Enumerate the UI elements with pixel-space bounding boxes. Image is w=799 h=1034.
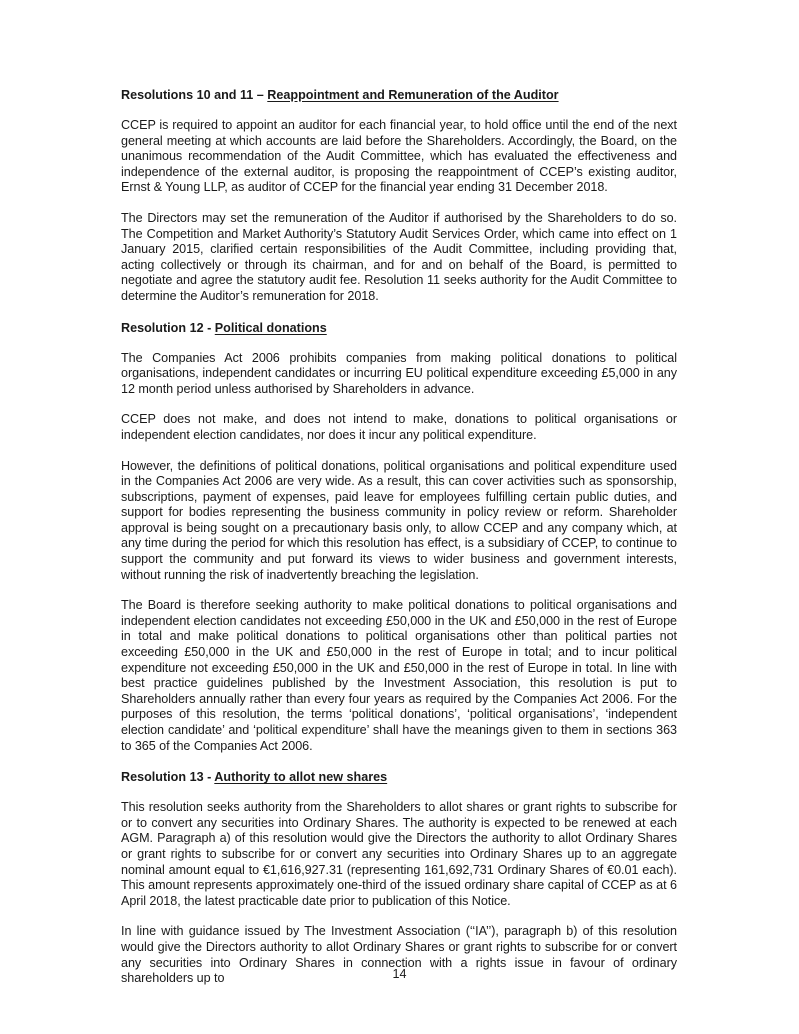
section-heading-political-donations xyxy=(121,320,677,336)
heading-prefix: Resolution 12 - xyxy=(121,320,215,335)
heading-prefix: Resolutions 10 and 11 – xyxy=(121,88,268,102)
page-number: 14 xyxy=(392,967,407,981)
paragraph: The Companies Act 2006 prohibits companies from making political donations to political organisations, independent candidates or incurring EU political expenditure exceeding £5,000 in any 12 month period unless authorised by Shareholders in advance. xyxy=(121,350,677,396)
paragraph: CCEP is required to appoint an auditor for each financial year, to hold office until the end of the next general meeting at which accounts are laid before the Shareholders. Accordingly, the Board, on the unanimous recommendation of the Audit Committee, which has evaluated the effectiveness and independence of the external auditor, is proposing the reappointment of CCEP’s existing auditor, Ernst & Young LLP, as auditor of CCEP for the financial year ending 31 December 2018. xyxy=(121,118,677,195)
paragraph: However, the definitions of political donations, political organisations and political expenditure used in the Companies Act 2006 are very wide. As a result, this can cover activities such as sponsorship, subscriptions, payment of expenses, paid leave for employees fulfilling certain public duties, and support for bodies representing the business community in policy review or reform. Shareholder approval is being sought on a precautionary basis only, to allow CCEP and any company which, at any time during the period for which this resolution has effect, is a subsidiary of CCEP, to continue to support the community and put forward its views to wider business and government interests, without running the risk of inadvertently breaching the legislation. xyxy=(121,458,677,582)
paragraph: This resolution seeks authority from the Shareholders to allot shares or grant rights to subscribe for or to convert any securities into Ordinary Shares. The authority is expected to be renewed at each AGM. Paragraph a) of this resolution would give the Directors the authority to allot Ordinary Shares or grant rights to subscribe for or convert any securities into Ordinary Shares up to an aggregate nominal amount equal to €1,616,927.31 (representing 161,692,731 Ordinary Shares of €0.01 each). This amount represents approximately one-third of the issued ordinary share capital of CCEP as at 6 April 2018, the latest practicable date prior to publication of this Notice. xyxy=(121,800,677,908)
paragraph: CCEP does not make, and does not intend to make, donations to political organisations or independent election candidates, nor does it incur any political expenditure. xyxy=(121,412,677,442)
heading-title: Reappointment and Remuneration of the Auditor xyxy=(267,88,559,102)
section-heading-auditor xyxy=(121,87,677,103)
section-political-donations xyxy=(121,320,677,755)
heading-title: Political donations xyxy=(214,320,327,335)
document-page xyxy=(121,87,677,1002)
section-auditor xyxy=(121,87,677,305)
paragraph: The Board is therefore seeking authority to make political donations to political organisations and independent election candidates not exceeding £50,000 in the UK and £50,000 in the rest of Europe in total and make political donations to political organisations other than political parties not exceeding £50,000 in the UK and £50,000 in the rest of Europe in total; and to incur political expenditure not exceeding £50,000 in the UK and £50,000 in the rest of Europe in total. In line with best practice guidelines published by the Investment Association, this resolution is put to Shareholders annually rather than every four years as required by the Companies Act 2006. For the purposes of this resolution, the terms ‘political donations’, ‘political organisations’, ‘independent election candidate’ and ‘political expenditure’ shall have the meanings given to them in sections 363 to 365 of the Companies Act 2006. xyxy=(121,598,677,753)
section-heading-allot-shares xyxy=(121,769,677,785)
heading-title: Authority to allot new shares xyxy=(214,770,388,785)
heading-prefix: Resolution 13 - xyxy=(121,770,215,785)
paragraph: In line with guidance issued by The Investment Association (‘‘IA’’), paragraph b) of this resolution would give the Directors authority to allot Ordinary Shares or grant rights to subscribe for or convert any securities into Ordinary Shares in connection with a rights issue in favour of ordinary shareholders up to xyxy=(121,924,677,986)
paragraph: The Directors may set the remuneration of the Auditor if authorised by the Shareholders to do so. The Competition and Market Authority’s Statutory Audit Services Order, which came into effect on 1 January 2015, clarified certain responsibilities of the Audit Committee, including providing that, acting collectively or through its chairman, and for and on behalf of the Board, is permitted to negotiate and agree the statutory audit fee. Resolution 11 seeks authority for the Audit Committee to determine the Auditor’s remuneration for 2018. xyxy=(121,210,677,303)
section-allot-shares xyxy=(121,769,677,987)
